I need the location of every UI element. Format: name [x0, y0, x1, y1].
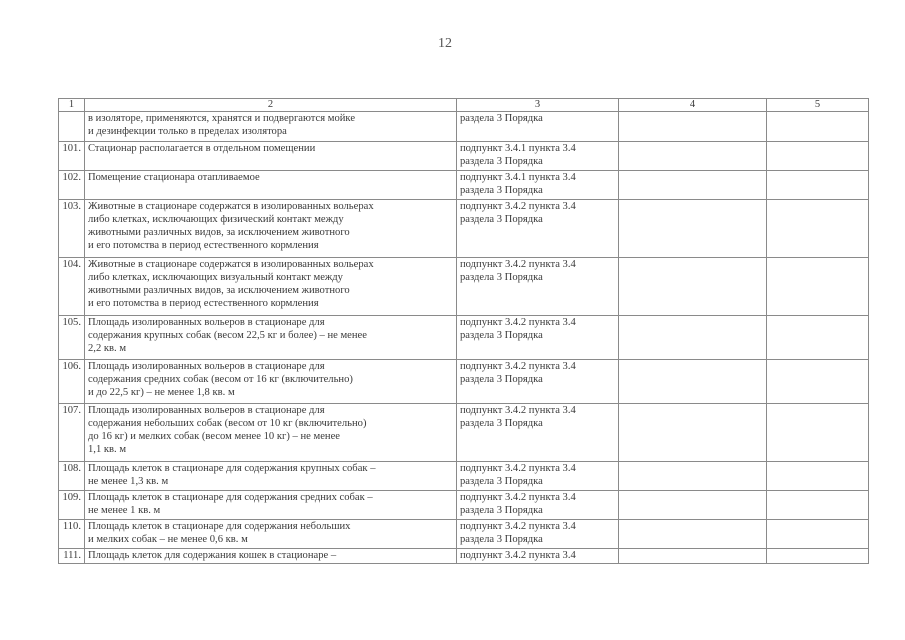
legal-reference: подпункт 3.4.2 пункта 3.4 раздела 3 Порядка	[457, 462, 619, 491]
answer-cell-5	[767, 171, 869, 200]
answer-cell-5	[767, 491, 869, 520]
page-number: 12	[438, 36, 452, 51]
table-row	[59, 360, 869, 404]
requirement-text: Площадь клеток для содержания кошек в стационаре –	[85, 549, 457, 564]
legal-reference: подпункт 3.4.1 пункта 3.4 раздела 3 Порядка	[457, 142, 619, 171]
requirement-text: Площадь изолированных вольеров в стационаре для содержания небольших собак (весом от 10 кг (включительно) до 16 кг) и мелких собак (весом менее 10 кг) – не менее 1,1 кв. м	[85, 404, 457, 462]
answer-cell-5	[767, 142, 869, 171]
answer-cell-4	[619, 171, 767, 200]
answer-cell-4	[619, 360, 767, 404]
requirement-text: Площадь изолированных вольеров в стационаре для содержания крупных собак (весом 22,5 кг и более) – не менее 2,2 кв. м	[85, 316, 457, 360]
legal-reference: подпункт 3.4.1 пункта 3.4 раздела 3 Порядка	[457, 171, 619, 200]
row-number: 109.	[59, 491, 85, 520]
legal-reference: подпункт 3.4.2 пункта 3.4 раздела 3 Порядка	[457, 258, 619, 316]
checklist-table	[58, 98, 869, 564]
table-row	[59, 200, 869, 258]
legal-reference: подпункт 3.4.2 пункта 3.4 раздела 3 Порядка	[457, 491, 619, 520]
column-header-2: 2	[85, 99, 457, 112]
row-number: 108.	[59, 462, 85, 491]
answer-cell-4	[619, 112, 767, 142]
table-row	[59, 258, 869, 316]
answer-cell-4	[619, 520, 767, 549]
table-row	[59, 316, 869, 360]
requirement-text: Помещение стационара отапливаемое	[85, 171, 457, 200]
table-row	[59, 112, 869, 142]
legal-reference: подпункт 3.4.2 пункта 3.4 раздела 3 Порядка	[457, 520, 619, 549]
answer-cell-4	[619, 258, 767, 316]
requirement-text: Площадь клеток в стационаре для содержания крупных собак – не менее 1,3 кв. м	[85, 462, 457, 491]
requirement-text: Стационар располагается в отдельном помещении	[85, 142, 457, 171]
table-row	[59, 549, 869, 564]
row-number: 104.	[59, 258, 85, 316]
row-number: 103.	[59, 200, 85, 258]
table-row	[59, 142, 869, 171]
requirement-text: Площадь клеток в стационаре для содержания средних собак – не менее 1 кв. м	[85, 491, 457, 520]
table-row	[59, 520, 869, 549]
requirement-text: Животные в стационаре содержатся в изолированных вольерах либо клетках, исключающих визуальный контакт между животными различных видов, за исключением животного и его потомства в период естественного кормления	[85, 258, 457, 316]
legal-reference: раздела 3 Порядка	[457, 112, 619, 142]
legal-reference: подпункт 3.4.2 пункта 3.4 раздела 3 Порядка	[457, 360, 619, 404]
table-row	[59, 171, 869, 200]
answer-cell-5	[767, 549, 869, 564]
answer-cell-4	[619, 316, 767, 360]
legal-reference: подпункт 3.4.2 пункта 3.4 раздела 3 Порядка	[457, 200, 619, 258]
answer-cell-5	[767, 200, 869, 258]
answer-cell-4	[619, 462, 767, 491]
legal-reference: подпункт 3.4.2 пункта 3.4	[457, 549, 619, 564]
answer-cell-4	[619, 549, 767, 564]
row-number: 107.	[59, 404, 85, 462]
legal-reference: подпункт 3.4.2 пункта 3.4 раздела 3 Порядка	[457, 316, 619, 360]
row-number: 105.	[59, 316, 85, 360]
row-number: 102.	[59, 171, 85, 200]
row-number: 110.	[59, 520, 85, 549]
requirement-text: в изоляторе, применяются, хранятся и подвергаются мойке и дезинфекции только в пределах изолятора	[85, 112, 457, 142]
requirement-text: Животные в стационаре содержатся в изолированных вольерах либо клетках, исключающих физический контакт между животными различных видов, за исключением животного и его потомства в период естественного кормления	[85, 200, 457, 258]
table-header-row	[59, 99, 869, 112]
answer-cell-4	[619, 491, 767, 520]
table-row	[59, 462, 869, 491]
legal-reference: подпункт 3.4.2 пункта 3.4 раздела 3 Порядка	[457, 404, 619, 462]
answer-cell-4	[619, 200, 767, 258]
answer-cell-5	[767, 360, 869, 404]
column-header-5: 5	[767, 99, 869, 112]
answer-cell-4	[619, 404, 767, 462]
row-number: 106.	[59, 360, 85, 404]
answer-cell-5	[767, 520, 869, 549]
answer-cell-5	[767, 316, 869, 360]
answer-cell-5	[767, 112, 869, 142]
table-row	[59, 491, 869, 520]
column-header-4: 4	[619, 99, 767, 112]
table-row	[59, 404, 869, 462]
answer-cell-5	[767, 258, 869, 316]
answer-cell-4	[619, 142, 767, 171]
requirement-text: Площадь изолированных вольеров в стационаре для содержания средних собак (весом от 16 кг (включительно) и до 22,5 кг) – не менее 1,8 кв. м	[85, 360, 457, 404]
column-header-1: 1	[59, 99, 85, 112]
answer-cell-5	[767, 462, 869, 491]
row-number: 111.	[59, 549, 85, 564]
row-number	[59, 112, 85, 142]
answer-cell-5	[767, 404, 869, 462]
column-header-3: 3	[457, 99, 619, 112]
row-number: 101.	[59, 142, 85, 171]
requirement-text: Площадь клеток в стационаре для содержания небольших и мелких собак – не менее 0,6 кв. м	[85, 520, 457, 549]
